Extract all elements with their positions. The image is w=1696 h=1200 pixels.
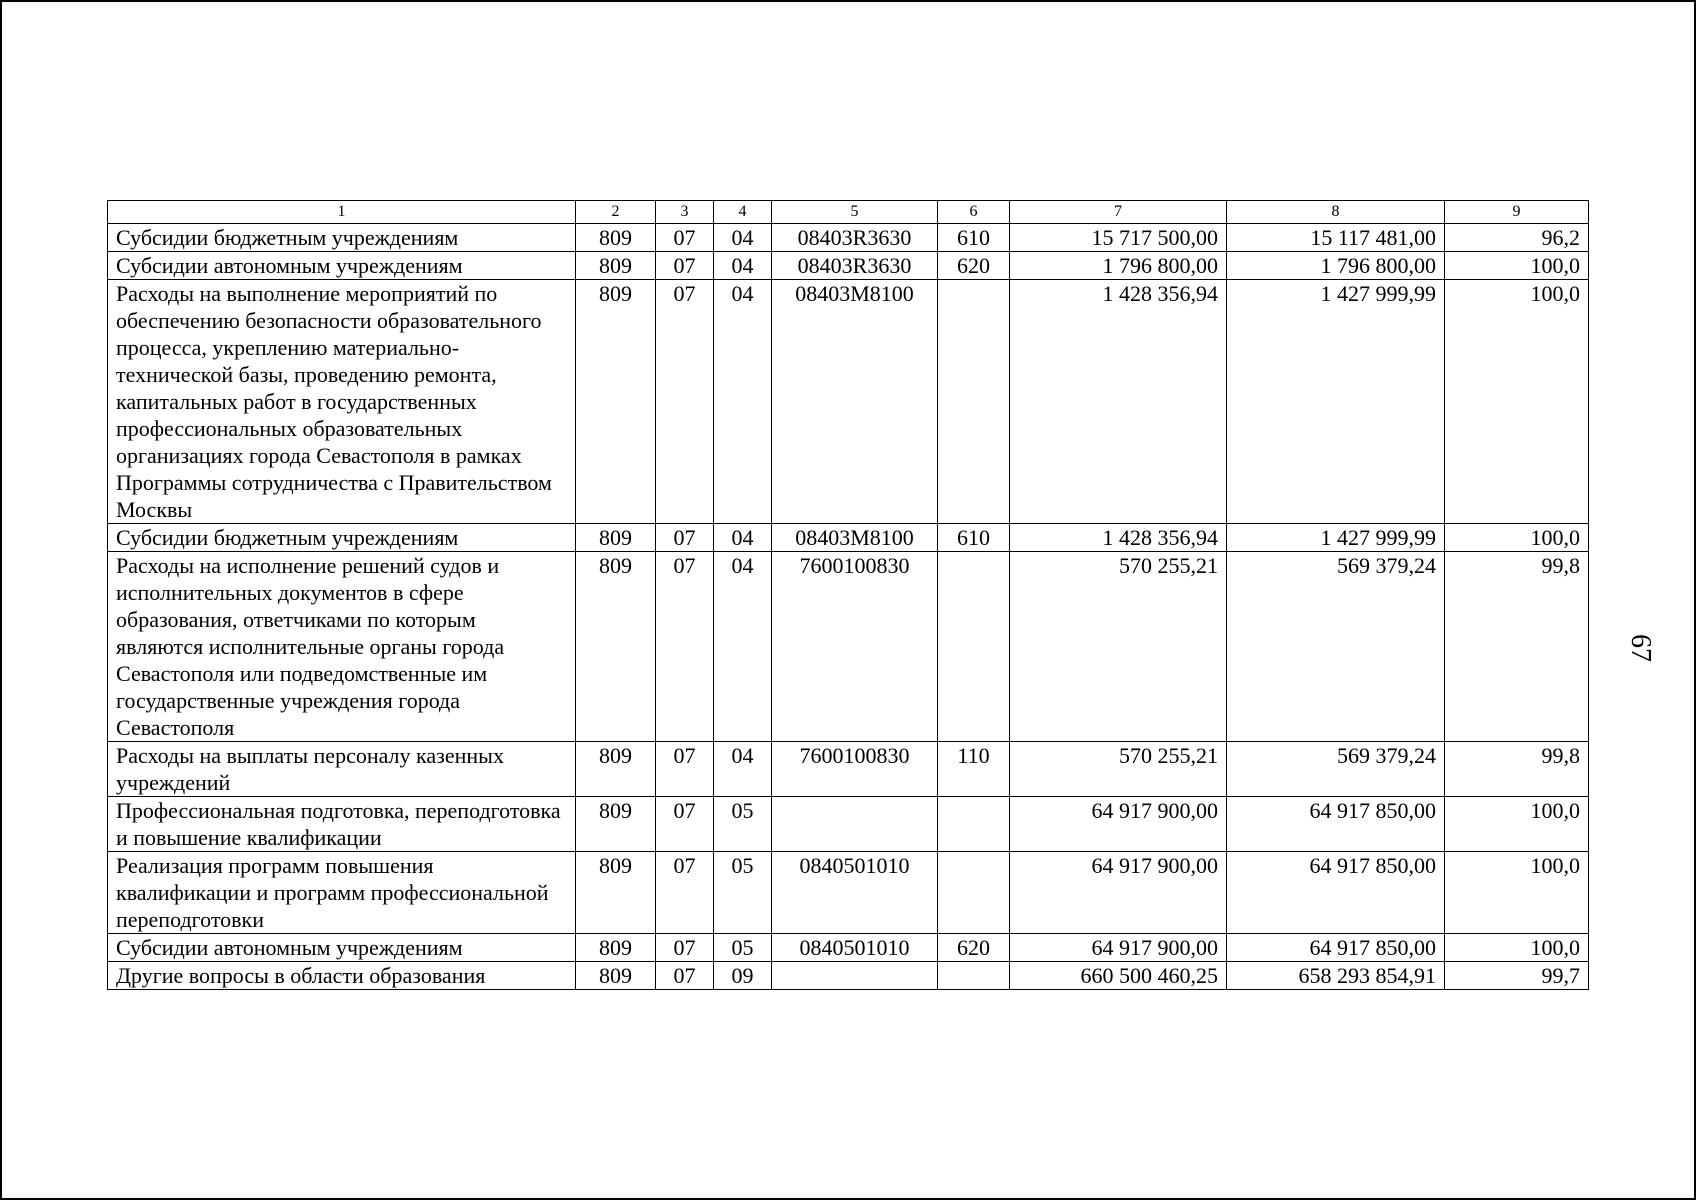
expense-type-cell: 610 <box>938 224 1010 252</box>
subsection-code-cell: 04 <box>714 742 772 797</box>
plan-amount-cell: 1 796 800,00 <box>1010 252 1227 280</box>
section-code-cell: 07 <box>656 552 714 742</box>
percent-cell: 100,0 <box>1445 280 1589 524</box>
table-row <box>108 742 1589 797</box>
expense-type-cell <box>938 852 1010 934</box>
section-code-cell: 07 <box>656 524 714 552</box>
actual-amount-cell: 1 796 800,00 <box>1227 252 1445 280</box>
subsection-code-cell: 04 <box>714 552 772 742</box>
header-cell: 6 <box>938 201 1010 224</box>
actual-amount-cell: 569 379,24 <box>1227 552 1445 742</box>
percent-cell: 100,0 <box>1445 252 1589 280</box>
plan-amount-cell: 570 255,21 <box>1010 742 1227 797</box>
subsection-code-cell: 05 <box>714 797 772 852</box>
target-article-cell <box>772 797 938 852</box>
table-body <box>108 224 1589 990</box>
table-row <box>108 962 1589 990</box>
plan-amount-cell: 1 428 356,94 <box>1010 280 1227 524</box>
actual-amount-cell: 64 917 850,00 <box>1227 934 1445 962</box>
percent-cell: 100,0 <box>1445 797 1589 852</box>
target-article-cell: 0840501010 <box>772 852 938 934</box>
plan-amount-cell: 1 428 356,94 <box>1010 524 1227 552</box>
target-article-cell: 0840501010 <box>772 934 938 962</box>
row-name-cell: Субсидии бюджетным учреждениям <box>108 224 576 252</box>
plan-amount-cell: 570 255,21 <box>1010 552 1227 742</box>
gov-code-cell: 809 <box>576 224 656 252</box>
target-article-cell: 08403M8100 <box>772 280 938 524</box>
target-article-cell: 7600100830 <box>772 552 938 742</box>
percent-cell: 99,8 <box>1445 742 1589 797</box>
expense-type-cell: 620 <box>938 934 1010 962</box>
expense-type-cell <box>938 797 1010 852</box>
expense-type-cell <box>938 962 1010 990</box>
header-cell: 4 <box>714 201 772 224</box>
percent-cell: 100,0 <box>1445 934 1589 962</box>
subsection-code-cell: 04 <box>714 280 772 524</box>
section-code-cell: 07 <box>656 252 714 280</box>
header-cell: 2 <box>576 201 656 224</box>
subsection-code-cell: 04 <box>714 224 772 252</box>
expense-type-cell <box>938 552 1010 742</box>
header-cell: 7 <box>1010 201 1227 224</box>
expense-type-cell: 610 <box>938 524 1010 552</box>
subsection-code-cell: 09 <box>714 962 772 990</box>
gov-code-cell: 809 <box>576 962 656 990</box>
section-code-cell: 07 <box>656 280 714 524</box>
header-cell: 1 <box>108 201 576 224</box>
actual-amount-cell: 569 379,24 <box>1227 742 1445 797</box>
percent-cell: 99,8 <box>1445 552 1589 742</box>
plan-amount-cell: 64 917 900,00 <box>1010 852 1227 934</box>
section-code-cell: 07 <box>656 962 714 990</box>
gov-code-cell: 809 <box>576 280 656 524</box>
row-name-cell: Расходы на выплаты персоналу казенных учреждений <box>108 742 576 797</box>
percent-cell: 100,0 <box>1445 524 1589 552</box>
header-cell: 8 <box>1227 201 1445 224</box>
gov-code-cell: 809 <box>576 934 656 962</box>
gov-code-cell: 809 <box>576 552 656 742</box>
table-row <box>108 252 1589 280</box>
header-cell: 5 <box>772 201 938 224</box>
page-number: 67 <box>1625 634 1656 662</box>
row-name-cell: Субсидии автономным учреждениям <box>108 252 576 280</box>
row-name-cell: Субсидии бюджетным учреждениям <box>108 524 576 552</box>
table-row <box>108 934 1589 962</box>
table-row <box>108 552 1589 742</box>
section-code-cell: 07 <box>656 797 714 852</box>
row-name-cell: Расходы на исполнение решений судов и исполнительных документов в сфере образования, ответчиками по которым являются исполнительные органы города Севастополя или подведомственные им государственные учреждения города Севастополя <box>108 552 576 742</box>
row-name-cell: Субсидии автономным учреждениям <box>108 934 576 962</box>
expense-type-cell: 110 <box>938 742 1010 797</box>
actual-amount-cell: 64 917 850,00 <box>1227 797 1445 852</box>
percent-cell: 99,7 <box>1445 962 1589 990</box>
gov-code-cell: 809 <box>576 797 656 852</box>
plan-amount-cell: 15 717 500,00 <box>1010 224 1227 252</box>
row-name-cell: Реализация программ повышения квалификации и программ профессиональной переподготовки <box>108 852 576 934</box>
gov-code-cell: 809 <box>576 252 656 280</box>
table-row <box>108 797 1589 852</box>
header-row <box>108 201 1589 224</box>
actual-amount-cell: 64 917 850,00 <box>1227 852 1445 934</box>
target-article-cell: 08403R3630 <box>772 252 938 280</box>
subsection-code-cell: 05 <box>714 934 772 962</box>
section-code-cell: 07 <box>656 742 714 797</box>
actual-amount-cell: 15 117 481,00 <box>1227 224 1445 252</box>
target-article-cell <box>772 962 938 990</box>
percent-cell: 96,2 <box>1445 224 1589 252</box>
table-row <box>108 852 1589 934</box>
target-article-cell: 08403R3630 <box>772 224 938 252</box>
target-article-cell: 7600100830 <box>772 742 938 797</box>
table-row <box>108 224 1589 252</box>
row-name-cell: Расходы на выполнение мероприятий по обеспечению безопасности образовательного процесса, укреплению материально-технической базы, проведению ремонта, капитальных работ в государственных профессиональных образовательных организациях города Севастополя в рамках Программы сотрудничества с Правительством Москвы <box>108 280 576 524</box>
budget-table <box>107 200 1589 990</box>
target-article-cell: 08403M8100 <box>772 524 938 552</box>
section-code-cell: 07 <box>656 852 714 934</box>
row-name-cell: Другие вопросы в области образования <box>108 962 576 990</box>
subsection-code-cell: 04 <box>714 524 772 552</box>
percent-cell: 100,0 <box>1445 852 1589 934</box>
plan-amount-cell: 64 917 900,00 <box>1010 797 1227 852</box>
subsection-code-cell: 05 <box>714 852 772 934</box>
expense-type-cell <box>938 280 1010 524</box>
table-row <box>108 280 1589 524</box>
expense-type-cell: 620 <box>938 252 1010 280</box>
actual-amount-cell: 658 293 854,91 <box>1227 962 1445 990</box>
header-cell: 9 <box>1445 201 1589 224</box>
plan-amount-cell: 660 500 460,25 <box>1010 962 1227 990</box>
row-name-cell: Профессиональная подготовка, переподготовка и повышение квалификации <box>108 797 576 852</box>
table-row <box>108 524 1589 552</box>
gov-code-cell: 809 <box>576 852 656 934</box>
gov-code-cell: 809 <box>576 742 656 797</box>
section-code-cell: 07 <box>656 224 714 252</box>
gov-code-cell: 809 <box>576 524 656 552</box>
header-cell: 3 <box>656 201 714 224</box>
section-code-cell: 07 <box>656 934 714 962</box>
plan-amount-cell: 64 917 900,00 <box>1010 934 1227 962</box>
actual-amount-cell: 1 427 999,99 <box>1227 280 1445 524</box>
actual-amount-cell: 1 427 999,99 <box>1227 524 1445 552</box>
subsection-code-cell: 04 <box>714 252 772 280</box>
